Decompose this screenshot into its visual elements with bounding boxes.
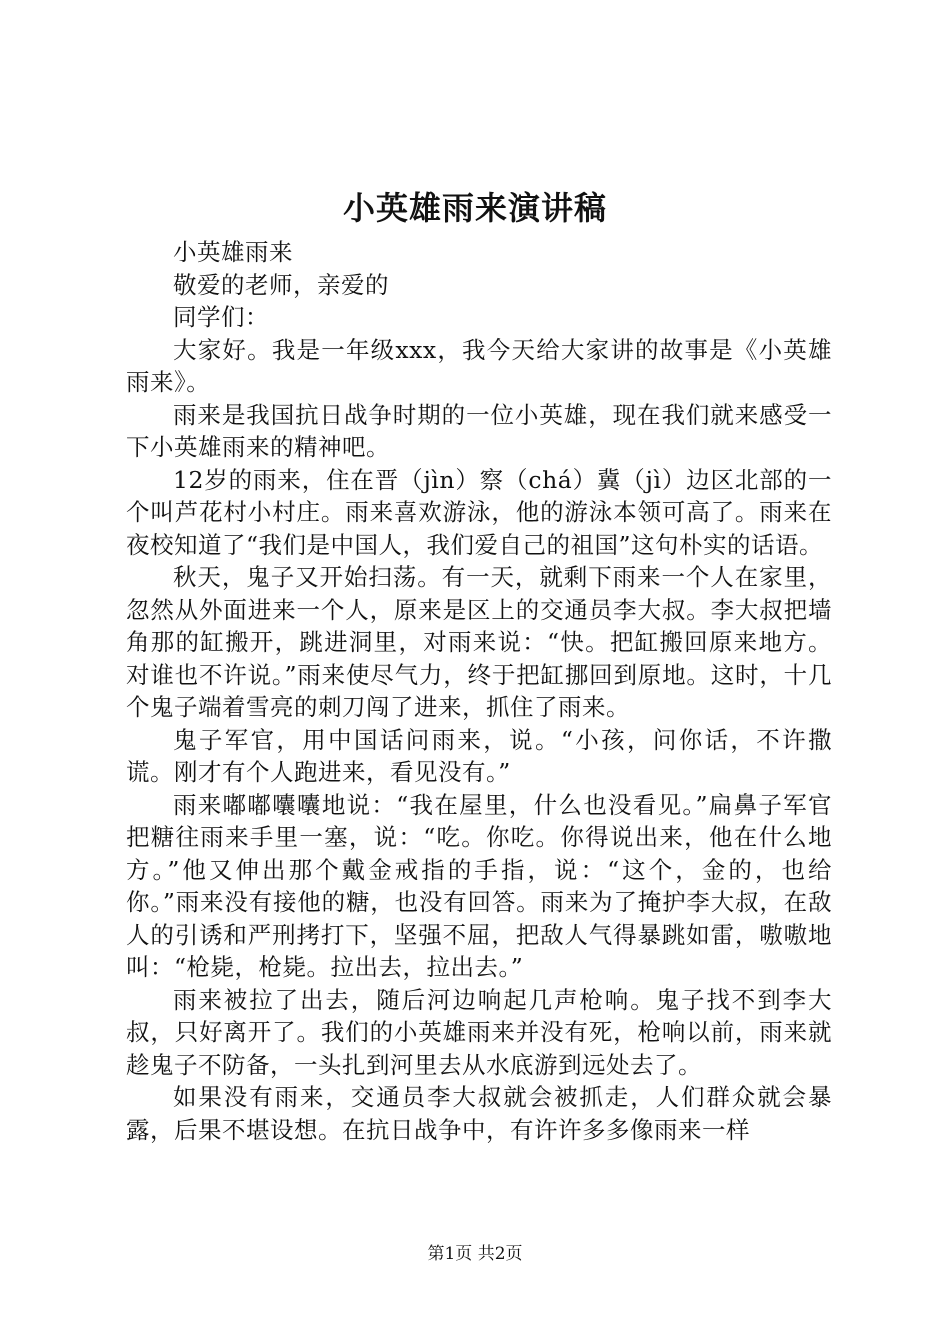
document-body	[126, 236, 832, 1146]
paragraph: 鬼子军官，用中国话问雨来，说。“小孩，问你话，不许撒谎。刚才有个人跑进来，看见没有。”	[126, 725, 832, 786]
paragraph-heading: 小英雄雨来	[173, 238, 293, 266]
paragraph: 如果没有雨来，交通员李大叔就会被抓走，人们群众就会暴露，后果不堪设想。在抗日战争中，有许许多多像雨来一样	[126, 1083, 832, 1144]
paragraph: 大家好。我是一年级xxx，我今天给大家讲的故事是《小英雄雨来》。	[126, 335, 832, 396]
paragraph: 雨来嘟嘟囔囔地说：“我在屋里，什么也没看见。”扁鼻子军官把糖往雨来手里一塞，说：“吃。你吃。你得说出来，他在什么地方。”他又伸出那个戴金戒指的手指，说：“这个，金的，也给你。”雨来没有接他的糖，也没有回答。雨来为了掩护李大叔，在敌人的引诱和严刑拷打下，坚强不屈，把敌人气得暴跳如雷，嗷嗷地叫：“枪毙，枪毙。拉出去，拉出去。”	[126, 790, 832, 981]
paragraph: 秋天，鬼子又开始扫荡。有一天，就剩下雨来一个人在家里，忽然从外面进来一个人，原来是区上的交通员李大叔。李大叔把墙角那的缸搬开，跳进洞里，对雨来说：“快。把缸搬回原来地方。对谁也不许说。”雨来使尽气力，终于把缸挪回到原地。这时，十几个鬼子端着雪亮的刺刀闯了进来，抓住了雨来。	[126, 563, 832, 721]
page-footer: 第1页 共2页	[427, 1244, 523, 1264]
paragraph-salutation: 敬爱的老师，亲爱的	[173, 270, 389, 299]
paragraph: 12岁的雨来，住在晋（jìn）察（chá）冀（jì）边区北部的一个叫芦花村小村庄。雨来喜欢游泳，他的游泳本领可高了。雨来在夜校知道了“我们是中国人，我们爱自己的祖国”这句朴实的话语。	[126, 465, 832, 559]
paragraph-salutation-continued: 同学们：	[173, 303, 269, 331]
paragraph: 雨来是我国抗日战争时期的一位小英雄，现在我们就来感受一下小英雄雨来的精神吧。	[126, 400, 832, 461]
document-title: 小英雄雨来演讲稿	[342, 189, 607, 227]
paragraph: 雨来被拉了出去，随后河边响起几声枪响。鬼子找不到李大叔，只好离开了。我们的小英雄雨来并没有死，枪响以前，雨来就趁鬼子不防备，一头扎到河里去从水底游到远处去了。	[126, 985, 832, 1079]
